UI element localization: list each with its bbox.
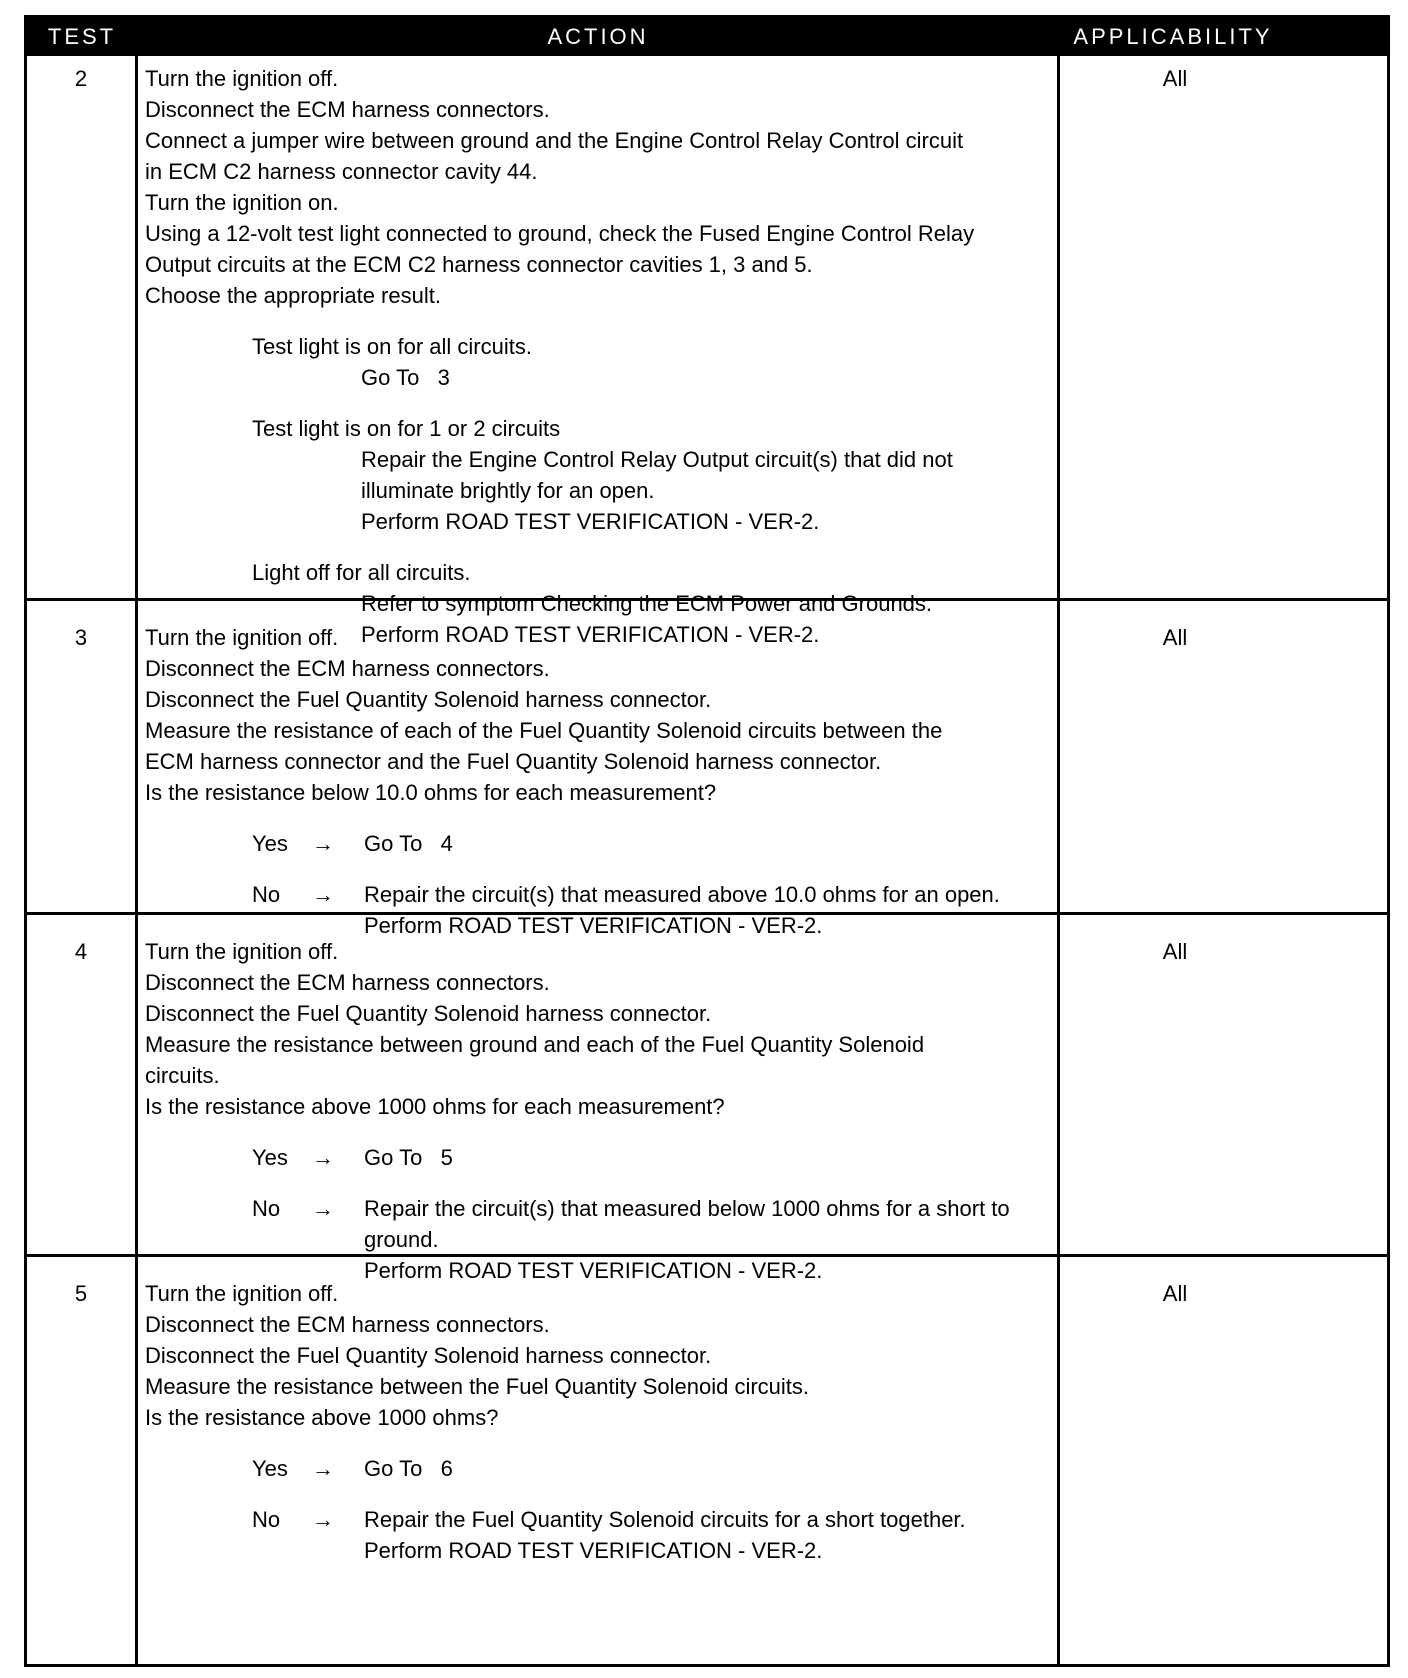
step-line: Disconnect the ECM harness connectors.: [145, 970, 550, 995]
action-cell: [145, 63, 1050, 650]
branch-action: Go To 6: [364, 1456, 453, 1481]
branch-action: Go To 5: [364, 1145, 453, 1170]
step-line: Measure the resistance between ground and each of the Fuel Quantity Solenoid: [145, 1032, 925, 1057]
step-line: Is the resistance below 10.0 ohms for each measurement?: [145, 780, 717, 805]
test-number: 3: [74, 625, 88, 650]
arrow-icon: →: [312, 882, 334, 907]
result-action: Perform ROAD TEST VERIFICATION - VER-2.: [361, 622, 820, 647]
arrow-icon: →: [312, 1196, 334, 1221]
no-label: No: [252, 1507, 281, 1532]
branch-action: Perform ROAD TEST VERIFICATION - VER-2.: [364, 1258, 823, 1283]
step-line: Using a 12-volt test light connected to ground, check the Fused Engine Control Relay: [145, 221, 975, 246]
result-condition: Light off for all circuits.: [252, 560, 471, 585]
step-line: Output circuits at the ECM C2 harness connector cavities 1, 3 and 5.: [145, 252, 813, 277]
step-line: Choose the appropriate result.: [145, 283, 441, 308]
result-condition: Test light is on for all circuits.: [252, 334, 532, 359]
yes-branch: [145, 1453, 1050, 1484]
applicability-value: All: [1162, 1281, 1188, 1306]
step-line: Disconnect the ECM harness connectors.: [145, 1312, 550, 1337]
step-line: Is the resistance above 1000 ohms?: [145, 1405, 499, 1430]
step-line: Disconnect the Fuel Quantity Solenoid harness connector.: [145, 687, 712, 712]
arrow-icon: →: [312, 1456, 334, 1481]
branch-action: Repair the circuit(s) that measured below 1000 ohms for a short to: [364, 1196, 1010, 1221]
result-condition: Test light is on for 1 or 2 circuits: [252, 416, 561, 441]
arrow-icon: →: [312, 831, 334, 856]
step-line: in ECM C2 harness connector cavity 44.: [145, 159, 538, 184]
step-line: Disconnect the ECM harness connectors.: [145, 656, 550, 681]
branch-action: Perform ROAD TEST VERIFICATION - VER-2.: [364, 1538, 823, 1563]
branch-action: ground.: [364, 1227, 439, 1252]
branch-action: Repair the circuit(s) that measured above 10.0 ohms for an open.: [364, 882, 1000, 907]
arrow-icon: →: [312, 1507, 334, 1532]
step-line: Turn the ignition off.: [145, 939, 339, 964]
yes-branch: [145, 1142, 1050, 1173]
step-line: Connect a jumper wire between ground and the Engine Control Relay Control circuit: [145, 128, 964, 153]
no-label: No: [252, 1196, 281, 1221]
test-number: 5: [74, 1281, 88, 1306]
step-line: Turn the ignition off.: [145, 1281, 339, 1306]
step-line: Is the resistance above 1000 ohms for each measurement?: [145, 1094, 725, 1119]
step-line: Measure the resistance between the Fuel Quantity Solenoid circuits.: [145, 1374, 810, 1399]
step-line: Disconnect the Fuel Quantity Solenoid harness connector.: [145, 1001, 712, 1026]
table-header: [27, 18, 1387, 56]
no-label: No: [252, 882, 281, 907]
branch-action: Go To 4: [364, 831, 453, 856]
result-action: Repair the Engine Control Relay Output circuit(s) that did not: [361, 447, 953, 472]
step-line: Measure the resistance of each of the Fuel Quantity Solenoid circuits between the: [145, 718, 943, 743]
diagnostic-table: [24, 15, 1390, 1667]
yes-label: Yes: [252, 831, 288, 856]
no-branch: [145, 1193, 1050, 1286]
column-divider: [135, 56, 138, 1664]
applicability-value: All: [1162, 939, 1188, 964]
header-test: TEST: [47, 24, 117, 49]
yes-label: Yes: [252, 1456, 288, 1481]
branch-action: Perform ROAD TEST VERIFICATION - VER-2.: [364, 913, 823, 938]
step-line: ECM harness connector and the Fuel Quantity Solenoid harness connector.: [145, 749, 882, 774]
step-line: Disconnect the ECM harness connectors.: [145, 97, 550, 122]
test-number: 4: [74, 939, 88, 964]
result-action: Perform ROAD TEST VERIFICATION - VER-2.: [361, 509, 820, 534]
arrow-icon: →: [312, 1145, 334, 1170]
action-cell: [145, 936, 1050, 1286]
no-branch: [145, 1504, 1050, 1566]
result-action: illuminate brightly for an open.: [361, 478, 655, 503]
action-cell: [145, 622, 1050, 941]
step-line: Turn the ignition off.: [145, 66, 339, 91]
step-line: Turn the ignition off.: [145, 625, 339, 650]
header-action: ACTION: [547, 24, 649, 49]
applicability-value: All: [1162, 625, 1188, 650]
step-line: circuits.: [145, 1063, 220, 1088]
action-cell: [145, 1278, 1050, 1566]
header-applicability: APPLICABILITY: [1073, 24, 1273, 49]
applicability-value: All: [1162, 66, 1188, 91]
step-line: Disconnect the Fuel Quantity Solenoid harness connector.: [145, 1343, 712, 1368]
result-action: Refer to symptom Checking the ECM Power and Grounds.: [361, 591, 933, 616]
yes-label: Yes: [252, 1145, 288, 1170]
step-line: Turn the ignition on.: [145, 190, 339, 215]
test-number: 2: [74, 66, 88, 91]
branch-action: Repair the Fuel Quantity Solenoid circuits for a short together.: [364, 1507, 966, 1532]
result-action: Go To 3: [361, 365, 450, 390]
no-branch: [145, 879, 1050, 941]
column-divider: [1057, 56, 1060, 1664]
yes-branch: [145, 828, 1050, 859]
